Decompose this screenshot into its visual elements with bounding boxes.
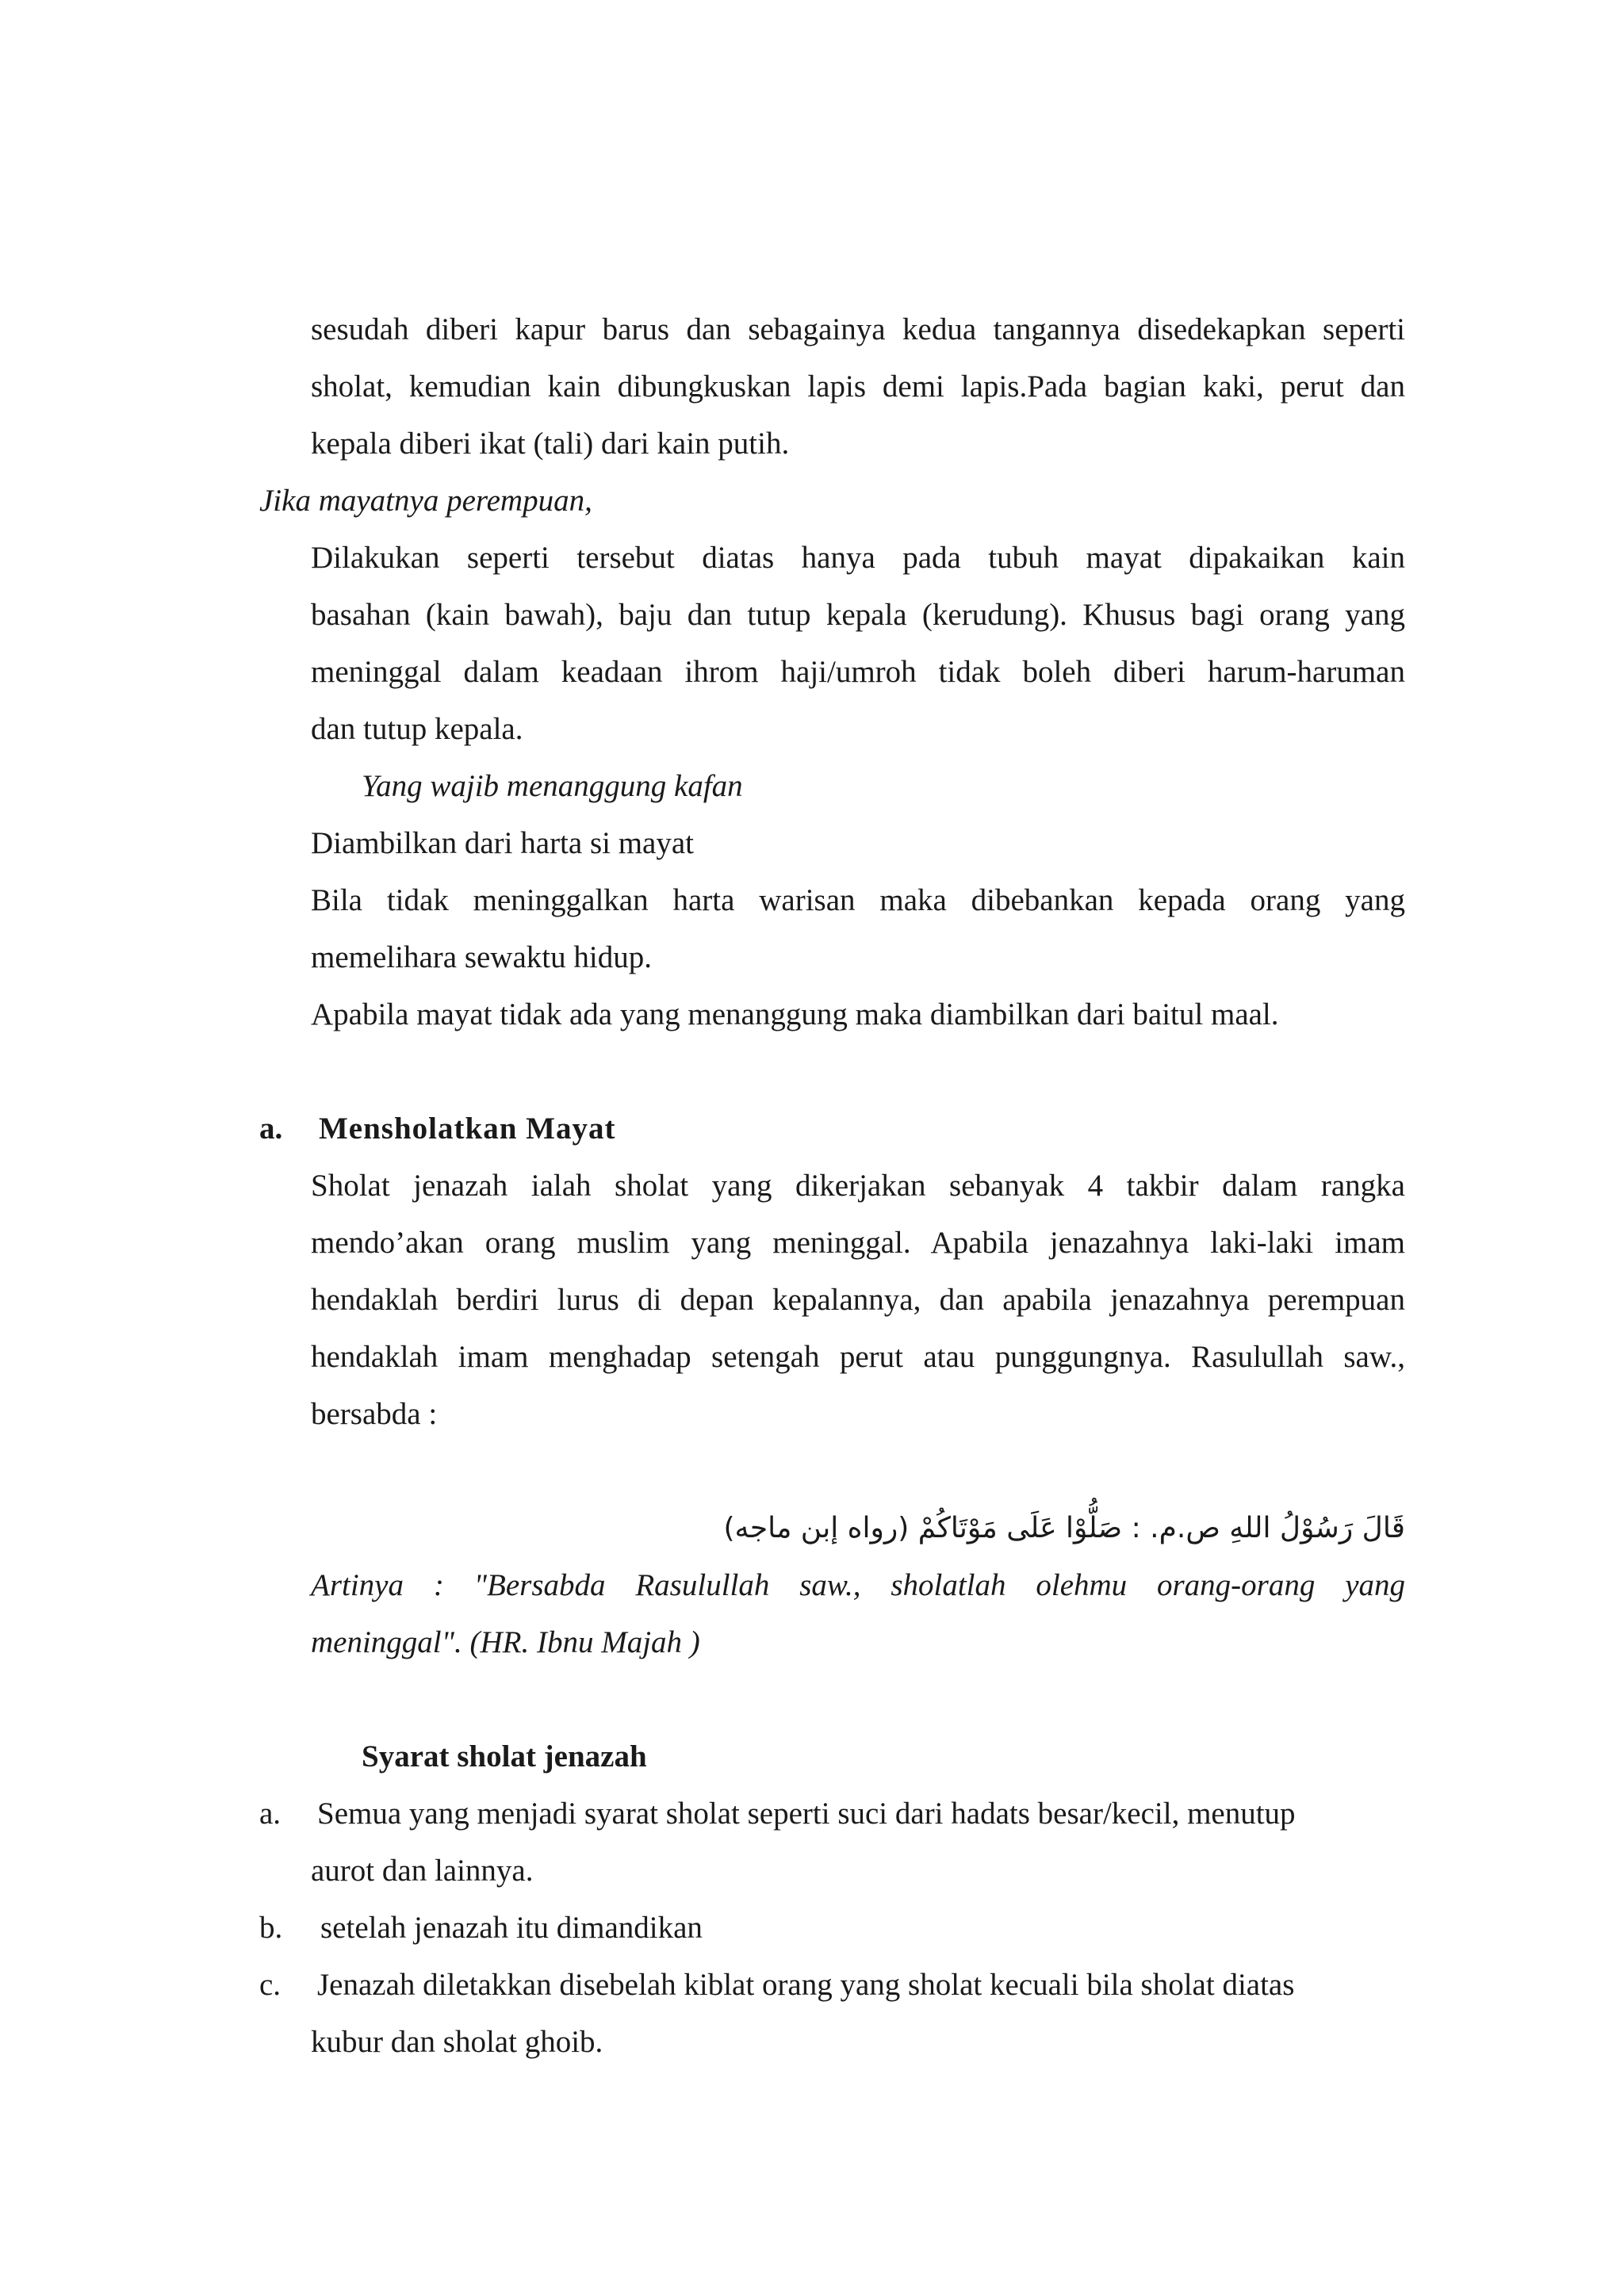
arabic-hadith: قَالَ رَسُوْلُ اللهِ ص.م. : صَلُّوْا عَلَى مَوْتَاكُمْ (رواه إبن ماجه) xyxy=(723,1512,1405,1544)
paragraph-line: hendaklah berdiri lurus di depan kepalannya, dan apabila jenazahnya perempuan xyxy=(311,1283,1405,1317)
paragraph-line: Diambilkan dari harta si mayat xyxy=(311,826,695,860)
translation-line: meninggal". (HR. Ibnu Majah ) xyxy=(311,1625,700,1659)
subheading-wajib-kafan: Yang wajib menanggung kafan xyxy=(362,769,743,803)
section-heading: Mensholatkan Mayat xyxy=(319,1112,616,1146)
paragraph-line: sesudah diberi kapur barus dan sebagainya kedua tangannya disedekapkan seperti xyxy=(311,312,1405,346)
list-item: setelah jenazah itu dimandikan xyxy=(320,1911,703,1945)
subheading-perempuan: Jika mayatnya perempuan, xyxy=(259,484,592,518)
paragraph-line: kepala diberi ikat (tali) dari kain putih. xyxy=(311,427,790,461)
paragraph-line: Apabila mayat tidak ada yang menanggung maka diambilkan dari baitul maal. xyxy=(311,997,1279,1031)
paragraph-line: Dilakukan seperti tersebut diatas hanya pada tubuh mayat dipakaikan kain xyxy=(311,541,1405,575)
paragraph-line: sholat, kemudian kain dibungkuskan lapis demi lapis.Pada bagian kaki, perut dan xyxy=(311,369,1405,404)
paragraph-line: basahan (kain bawah), baju dan tutup kepala (kerudung). Khusus bagi orang yang xyxy=(311,598,1405,632)
subheading-syarat: Syarat sholat jenazah xyxy=(362,1739,647,1774)
paragraph-line: mendo’akan orang muslim yang meninggal. Apabila jenazahnya laki-laki imam xyxy=(311,1226,1405,1260)
section-marker: a. xyxy=(259,1112,283,1146)
list-marker: a. xyxy=(259,1797,282,1831)
list-item-continuation: aurot dan lainnya. xyxy=(311,1854,534,1888)
list-marker: c. xyxy=(259,1968,282,2002)
list-item: Jenazah diletakkan disebelah kiblat orang yang sholat kecuali bila sholat diatas xyxy=(317,1968,1295,2002)
paragraph-line: dan tutup kepala. xyxy=(311,712,523,746)
list-item-continuation: kubur dan sholat ghoib. xyxy=(311,2025,603,2059)
paragraph-line: Sholat jenazah ialah sholat yang dikerjakan sebanyak 4 takbir dalam rangka xyxy=(311,1169,1405,1203)
paragraph-line: Bila tidak meninggalkan harta warisan maka dibebankan kepada orang yang xyxy=(311,883,1405,917)
paragraph-line: meninggal dalam keadaan ihrom haji/umroh tidak boleh diberi harum-haruman xyxy=(311,655,1405,689)
paragraph-line: memelihara sewaktu hidup. xyxy=(311,940,652,974)
list-item: Semua yang menjadi syarat sholat seperti suci dari hadats besar/kecil, menutup xyxy=(317,1797,1296,1831)
translation-line: Artinya : "Bersabda Rasulullah saw., sholatlah olehmu orang-orang yang xyxy=(311,1568,1405,1602)
paragraph-line: hendaklah imam menghadap setengah perut atau punggungnya. Rasulullah saw., xyxy=(311,1340,1405,1374)
paragraph-line: bersabda : xyxy=(311,1397,438,1431)
list-marker: b. xyxy=(259,1911,283,1945)
